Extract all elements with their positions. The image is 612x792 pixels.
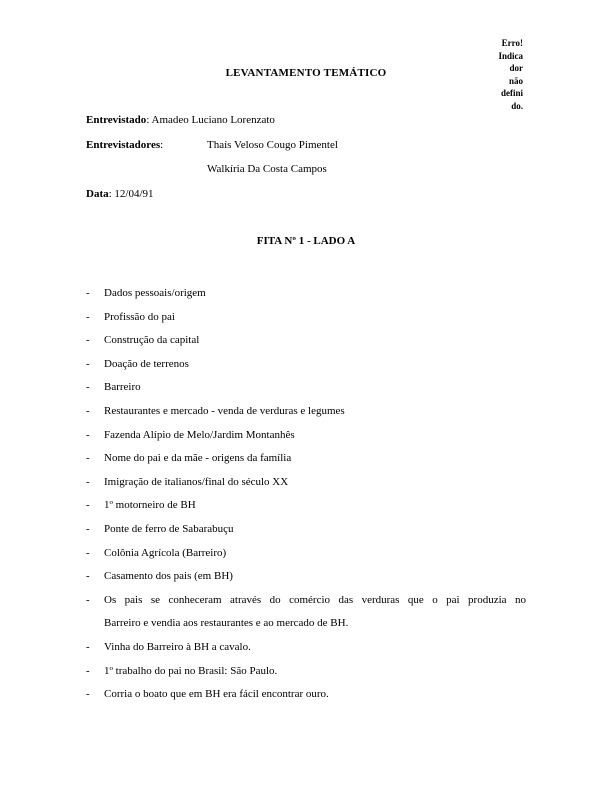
list-item-text: Barreiro bbox=[104, 381, 141, 394]
list-item-text: Colônia Agrícola (Barreiro) bbox=[104, 546, 227, 559]
list-dash: - bbox=[86, 310, 90, 323]
list-item bbox=[86, 376, 526, 400]
error-note-line: Erro! bbox=[501, 38, 523, 48]
list-item bbox=[86, 306, 526, 330]
list-item-text: Barreiro e vendia aos restaurantes e ao mercado de BH. bbox=[104, 617, 349, 630]
list-item bbox=[86, 518, 526, 542]
list-item bbox=[86, 683, 526, 707]
list-item-text: Os pais se conheceram através do comércio das verduras que o pai produzia no bbox=[104, 593, 526, 606]
entrevistado-value: : Amadeo Luciano Lorenzato bbox=[146, 114, 275, 126]
entrevistadores-line bbox=[86, 139, 163, 152]
list-item-text: Fazenda Alípio de Melo/Jardim Montanhês bbox=[104, 428, 295, 441]
list-item bbox=[86, 565, 526, 589]
list-item bbox=[86, 400, 526, 424]
data-line bbox=[86, 188, 154, 201]
list-dash: - bbox=[86, 475, 90, 488]
list-item-text: Ponte de ferro de Sabarabuçu bbox=[104, 522, 234, 535]
list-item bbox=[86, 589, 526, 613]
section-title: FITA Nº 1 - LADO A bbox=[256, 235, 356, 247]
list-dash: - bbox=[86, 640, 90, 653]
entrevistado-line bbox=[86, 114, 275, 127]
list-item-continuation bbox=[86, 612, 526, 636]
list-dash: - bbox=[86, 334, 90, 347]
list-item-text: Doação de terrenos bbox=[104, 357, 189, 370]
list-item-text: Imigração de italianos/final do século XX bbox=[104, 475, 289, 488]
entrevistado-label: Entrevistado bbox=[86, 114, 147, 126]
error-note-line: Indica bbox=[498, 50, 523, 61]
list-item-text: Dados pessoais/origem bbox=[104, 287, 206, 299]
list-dash: - bbox=[86, 499, 90, 512]
document-title: LEVANTAMENTO TEMÁTICO bbox=[225, 67, 387, 79]
list-item-text: Construção da capital bbox=[104, 334, 200, 347]
list-item-text: Nome do pai e da mãe - origens da família bbox=[104, 452, 292, 465]
list-dash: - bbox=[86, 546, 90, 559]
list-item-text: Casamento dos pais (em BH) bbox=[104, 570, 233, 583]
error-note-line: dor bbox=[509, 63, 523, 73]
list-dash: - bbox=[86, 357, 90, 370]
error-note-line: defini bbox=[500, 88, 523, 98]
list-dash: - bbox=[86, 664, 90, 677]
entrevistadores-colon: : bbox=[160, 139, 164, 151]
list-item bbox=[86, 636, 526, 660]
entrevistador-name: Thaís Veloso Cougo Pimentel bbox=[207, 139, 338, 151]
list-item bbox=[86, 471, 526, 495]
list-dash: - bbox=[86, 688, 90, 701]
list-dash: - bbox=[86, 452, 90, 465]
list-item bbox=[86, 329, 526, 353]
list-item bbox=[86, 353, 526, 377]
list-dash: - bbox=[86, 428, 90, 441]
list-dash: - bbox=[86, 381, 90, 394]
list-item bbox=[86, 447, 526, 471]
list-item-text: Profissão do pai bbox=[104, 310, 175, 323]
topic-list bbox=[86, 282, 526, 707]
error-note-line: não bbox=[508, 75, 523, 86]
list-item-text: Vinha do Barreiro à BH a cavalo. bbox=[104, 640, 251, 653]
list-dash: - bbox=[86, 593, 90, 606]
list-item bbox=[86, 282, 526, 306]
list-item bbox=[86, 660, 526, 684]
data-value: : 12/04/91 bbox=[108, 188, 154, 200]
list-dash: - bbox=[86, 404, 90, 417]
list-dash: - bbox=[86, 287, 90, 299]
list-item bbox=[86, 542, 526, 566]
list-item-text: 1º motorneiro de BH bbox=[104, 499, 196, 512]
list-item bbox=[86, 424, 526, 448]
list-item-text: Corria o boato que em BH era fácil encontrar ouro. bbox=[104, 688, 329, 701]
list-item bbox=[86, 494, 526, 518]
list-item-text: 1º trabalho do pai no Brasil: São Paulo. bbox=[104, 664, 278, 677]
error-note-line: do. bbox=[511, 100, 523, 111]
list-dash: - bbox=[86, 570, 90, 583]
error-note bbox=[490, 37, 523, 112]
entrevistador-name: Walkíria Da Costa Campos bbox=[207, 163, 327, 175]
entrevistadores-label: Entrevistadores bbox=[86, 139, 161, 151]
list-dash: - bbox=[86, 522, 90, 535]
list-item-text: Restaurantes e mercado - venda de verduras e legumes bbox=[104, 404, 345, 417]
data-label: Data bbox=[86, 188, 109, 200]
